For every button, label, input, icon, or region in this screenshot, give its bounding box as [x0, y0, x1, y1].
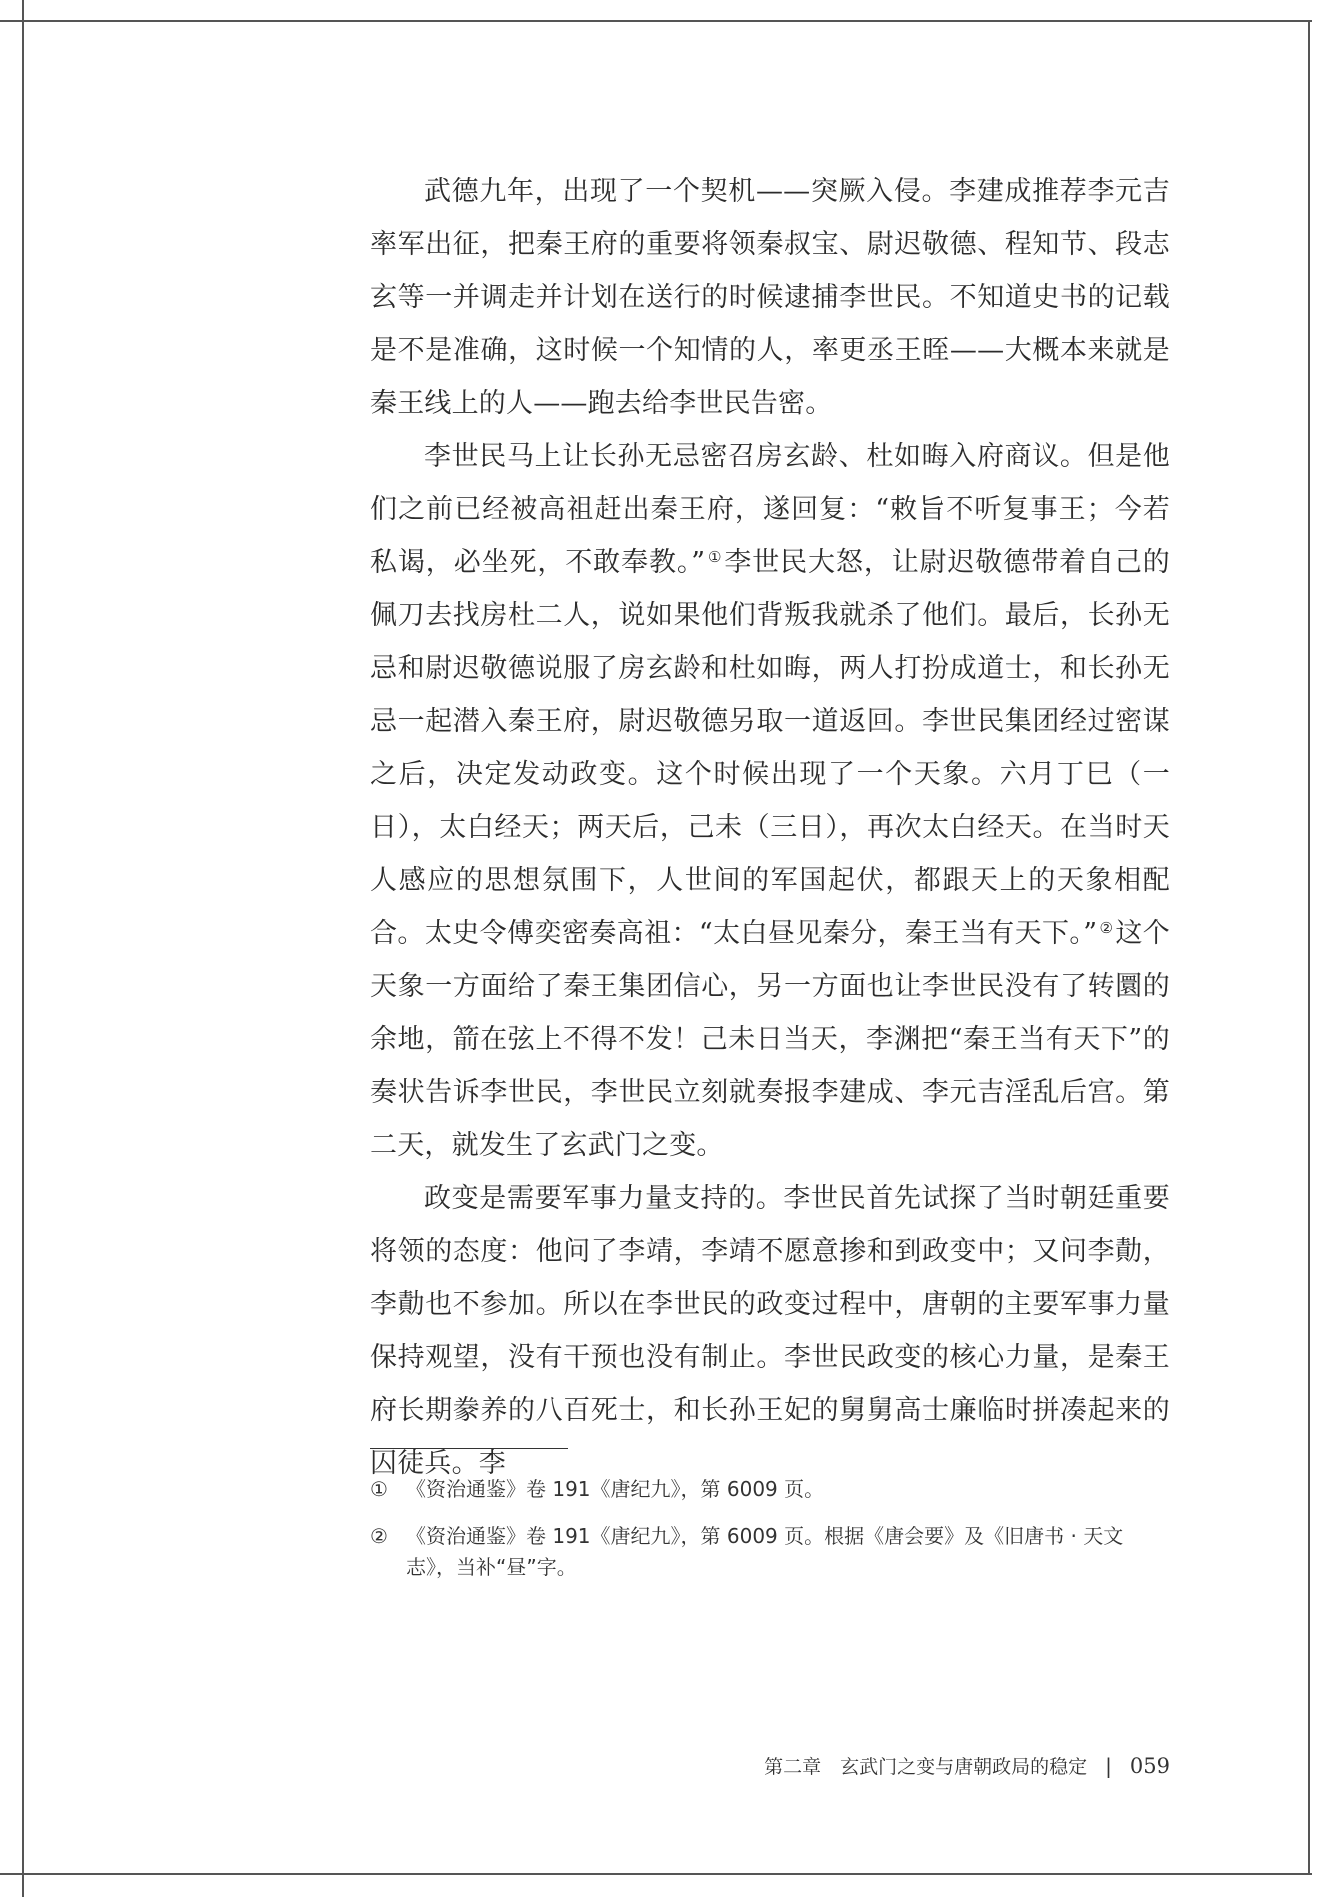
paragraph-1-text: 武德九年，出现了一个契机——突厥入侵。李建成推荐李元吉率军出征，把秦王府的重要将领秦叔宝、尉迟敬德、程知节、段志玄等一并调走并计划在送行的时候逮捕李世民。不知道史书的记载是不是准确，这时候一个知情的人，率更丞王晊——大概本来就是秦王线上的人——跑去给李世民告密。	[370, 176, 1170, 419]
page-frame-top-border	[0, 20, 1312, 22]
page-number: 059	[1129, 1753, 1170, 1778]
body-text	[370, 165, 1170, 1490]
page-frame-left-border	[22, 0, 24, 1897]
footnote-1-text: 《资治通鉴》卷 191《唐纪九》，第 6009 页。	[406, 1477, 825, 1501]
page-frame-right-border	[1308, 20, 1310, 1875]
footnote-divider	[370, 1448, 568, 1449]
footnote-2-text: 《资治通鉴》卷 191《唐纪九》，第 6009 页。根据《唐会要》及《旧唐书 · 天文志》，当补“昼”字。	[406, 1524, 1124, 1579]
paragraph-3	[370, 1172, 1170, 1490]
footer-separator: |	[1105, 1753, 1112, 1778]
paragraph-2-text-b: 李世民大怒，让尉迟敬德带着自己的佩刀去找房杜二人，说如果他们背叛我就杀了他们。最后，长孙无忌和尉迟敬德说服了房玄龄和杜如晦，两人打扮成道士，和长孙无忌一起潜入秦王府，尉迟敬德另取一道返回。李世民集团经过密谋之后，决定发动政变。这个时候出现了一个天象。六月丁巳（一日），太白经天；两天后，己未（三日），再次太白经天。在当时天人感应的思想氛围下，人世间的军国起伏，都跟天上的天象相配合。太史令傅奕密奏高祖：“太白昼见秦分，秦王当有天下。”	[370, 547, 1170, 949]
footnote-2	[370, 1521, 1170, 1583]
chapter-title: 第二章 玄武门之变与唐朝政局的稳定	[764, 1756, 1088, 1778]
page-frame-bottom-border	[0, 1873, 1312, 1875]
footnotes	[370, 1474, 1170, 1599]
paragraph-2-text-c: 这个天象一方面给了秦王集团信心，另一方面也让李世民没有了转圜的余地，箭在弦上不得不发！己未日当天，李渊把“秦王当有天下”的奏状告诉李世民，李世民立刻就奏报李建成、李元吉淫乱后宫。第二天，就发生了玄武门之变。	[370, 918, 1170, 1161]
paragraph-1	[370, 165, 1170, 430]
footnote-ref-1[interactable]: ①	[707, 548, 723, 566]
paragraph-2-text-a: 李世民马上让长孙无忌密召房玄龄、杜如晦入府商议。但是他们之前已经被高祖赶出秦王府，遂回复：“敕旨不听复事王；今若私谒，必坐死，不敢奉教。”	[370, 441, 1170, 578]
paragraph-3-text: 政变是需要军事力量支持的。李世民首先试探了当时朝廷重要将领的态度：他问了李靖，李靖不愿意掺和到政变中；又问李勣，李勣也不参加。所以在李世民的政变过程中，唐朝的主要军事力量保持观望，没有干预也没有制止。李世民政变的核心力量，是秦王府长期豢养的八百死士，和长孙王妃的舅舅高士廉临时拼凑起来的囚徒兵。李	[370, 1183, 1170, 1479]
paragraph-2	[370, 430, 1170, 1172]
footnote-ref-2[interactable]: ②	[1099, 919, 1114, 937]
footnote-1	[370, 1474, 1170, 1505]
footnote-1-number: ①	[370, 1477, 388, 1501]
footnote-2-number: ②	[370, 1524, 388, 1548]
running-footer	[764, 1752, 1170, 1779]
